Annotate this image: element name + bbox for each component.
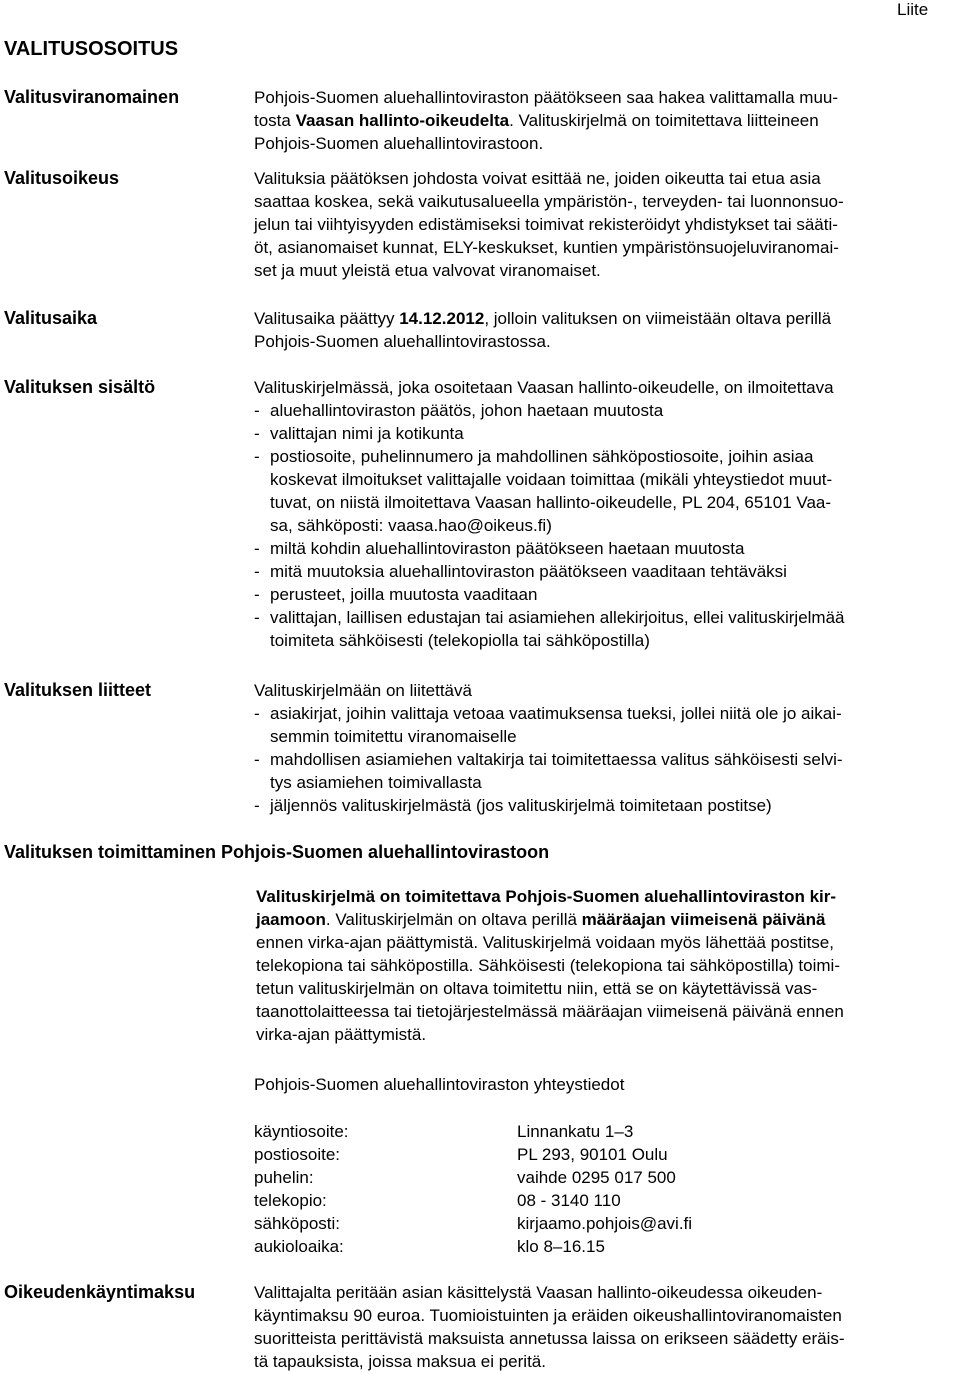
body-line: taanottolaitteessa tai tietojärjestelmässä määräajan viimeisenä päivänä ennen xyxy=(256,1002,844,1021)
list-item: - valittajan, laillisen edustajan tai asiamiehen allekirjoitus, ellei valituskirjelmää toimiteta sähköisesti (telekopiolla tai sähköpostilla) xyxy=(254,608,845,650)
contacts-table xyxy=(254,1120,954,1260)
body-line: tetun valituskirjelmän on oltava toimitettu niin, että se on käytettävissä vas- xyxy=(256,979,818,998)
contact-key: käyntiosoite: xyxy=(254,1122,349,1141)
body-line: öt, asianomaiset kunnat, ELY-keskukset, kuntien ympäristönsuojeluviranomai- xyxy=(254,238,839,257)
body-line: Valitusaika päättyy 14.12.2012, jolloin valituksen on viimeistään oltava perillä xyxy=(254,309,832,328)
body-line: Valituskirjelmään on liitettävä xyxy=(254,681,472,700)
contact-key: sähköposti: xyxy=(254,1214,340,1233)
contact-row xyxy=(254,1189,954,1212)
contact-key: telekopio: xyxy=(254,1191,327,1210)
list-item: - miltä kohdin aluehallintoviraston päätökseen haetaan muutosta xyxy=(254,539,745,558)
section-body-liitteet xyxy=(254,679,954,817)
list-item: - aluehallintoviraston päätös, johon haetaan muutosta xyxy=(254,401,664,420)
list-item: - perusteet, joilla muutosta vaaditaan xyxy=(254,585,538,604)
deadline-date: 14.12.2012 xyxy=(399,309,485,328)
body-line: Pohjois-Suomen aluehallintovirastoon. xyxy=(254,134,544,153)
list-item: - mitä muutoksia aluehallintoviraston päätökseen vaaditaan tehtäväksi xyxy=(254,562,787,581)
contact-value: 08 - 3140 110 xyxy=(517,1191,621,1210)
section-label-liitteet: Valituksen liitteet xyxy=(4,680,152,700)
section-body-oikeus xyxy=(254,167,954,282)
contact-key: aukioloaika: xyxy=(254,1237,344,1256)
contact-key: postiosoite: xyxy=(254,1145,340,1164)
body-line: jelun tai viihtyisyyden edistämiseksi toimivat rekisteröidyt yhdistykset tai sääti- xyxy=(254,215,838,234)
body-line: telekopiona tai sähköpostilla. Sähköisesti (telekopiona tai sähköpostilla) toimi- xyxy=(256,956,840,975)
section-label-sisalto: Valituksen sisältö xyxy=(4,377,156,397)
contact-row xyxy=(254,1143,954,1166)
contact-value: Linnankatu 1–3 xyxy=(517,1122,634,1141)
body-line: ennen virka-ajan päättymistä. Valituskirjelmä voidaan myös lähettää postitse, xyxy=(256,933,834,952)
list-item: - valittajan nimi ja kotikunta xyxy=(254,424,464,443)
page-title: VALITUSOSOITUS xyxy=(4,38,179,60)
section-label-viranomainen: Valitusviranomainen xyxy=(4,87,180,107)
list-item: - postiosoite, puhelinnumero ja mahdollinen sähköpostiosoite, joihin asiaa koskevat ilmoitukset valittajalle voidaan toimittaa (mikäli yhteystiedot muut- tuvat, on niistä ilmoitettava Vaasan hallinto-oikeudelle, PL 204, 65101 Vaa- sa, sähköposti: vaasa.hao@oikeus.fi) xyxy=(254,447,833,535)
body-line: Pohjois-Suomen aluehallintoviraston päätökseen saa hakea valittamalla muu- xyxy=(254,88,839,107)
contact-value: vaihde 0295 017 500 xyxy=(517,1168,676,1187)
contact-row xyxy=(254,1166,954,1189)
section-label-aika: Valitusaika xyxy=(4,308,98,328)
contact-row xyxy=(254,1235,954,1258)
section-label-maksu: Oikeudenkäyntimaksu xyxy=(4,1282,196,1302)
contact-value: klo 8–16.15 xyxy=(517,1237,605,1256)
section-label-oikeus: Valitusoikeus xyxy=(4,168,120,188)
body-line: Pohjois-Suomen aluehallintovirastossa. xyxy=(254,332,551,351)
list-item: - mahdollisen asiamiehen valtakirja tai toimitettaessa valitus sähköisesti selvi- tys asiamiehen toimivallasta xyxy=(254,750,843,792)
contact-value: PL 293, 90101 Oulu xyxy=(517,1145,668,1164)
contact-row xyxy=(254,1120,954,1143)
section-body-toimittaminen xyxy=(256,885,956,1046)
appendix-label: Liite xyxy=(897,0,929,19)
section-body-aika xyxy=(254,307,954,353)
body-line: jaamoon. Valituskirjelmän on oltava perillä määräajan viimeisenä päivänä xyxy=(256,910,826,929)
body-line: tosta Vaasan hallinto-oikeudelta. Valituskirjelmä on toimitettava liitteineen xyxy=(254,111,819,130)
section-body-maksu xyxy=(254,1281,954,1373)
body-line: virka-ajan päättymistä. xyxy=(256,1025,427,1044)
body-line: Valituksia päätöksen johdosta voivat esittää ne, joiden oikeutta tai etua asia xyxy=(254,169,821,188)
section-heading-toimittaminen: Valituksen toimittaminen Pohjois-Suomen aluehallintovirastoon xyxy=(4,842,550,862)
body-line: Valituskirjelmä on toimitettava Pohjois-Suomen aluehallintoviraston kir- xyxy=(256,887,837,906)
contact-key: puhelin: xyxy=(254,1168,314,1187)
contact-row xyxy=(254,1212,954,1235)
body-line: Valittajalta peritään asian käsittelystä Vaasan hallinto-oikeudessa oikeuden- xyxy=(254,1283,823,1302)
body-line: tä tapauksista, joissa maksua ei peritä. xyxy=(254,1352,546,1371)
contacts-heading: Pohjois-Suomen aluehallintoviraston yhteystiedot xyxy=(254,1075,625,1094)
section-body-viranomainen xyxy=(254,86,954,155)
body-line: käyntimaksu 90 euroa. Tuomioistuinten ja eräiden oikeushallintoviranomaisten xyxy=(254,1306,842,1325)
body-line: set ja muut yleistä etua valvovat viranomaiset. xyxy=(254,261,601,280)
body-line: Valituskirjelmässä, joka osoitetaan Vaasan hallinto-oikeudelle, on ilmoitettava xyxy=(254,378,834,397)
section-body-sisalto xyxy=(254,376,954,652)
body-line: saattaa koskea, sekä vaikutusalueella ympäristön-, terveyden- tai luonnonsuo- xyxy=(254,192,844,211)
body-line: suoritteista perittävistä maksuista annetussa laissa on erikseen säädetty eräis- xyxy=(254,1329,845,1348)
list-item: - jäljennös valituskirjelmästä (jos valituskirjelmä toimitetaan postitse) xyxy=(254,796,772,815)
list-item: - asiakirjat, joihin valittaja vetoaa vaatimuksensa tueksi, jollei niitä ole jo aikai- semmin toimitettu viranomaiselle xyxy=(254,704,842,746)
contact-value: kirjaamo.pohjois@avi.fi xyxy=(517,1214,693,1233)
